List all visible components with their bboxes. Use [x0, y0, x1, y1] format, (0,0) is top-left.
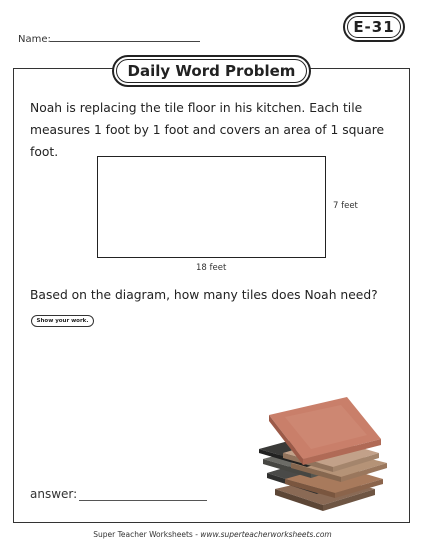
title-badge: [112, 55, 311, 87]
footer-brand: Super Teacher Worksheets -: [93, 530, 201, 539]
answer-label: answer:: [30, 487, 78, 501]
answer-line[interactable]: [79, 500, 207, 501]
question-text: Based on the diagram, how many tiles does Noah need?: [30, 288, 378, 302]
footer-url[interactable]: www.superteacherworksheets.com: [200, 530, 332, 539]
problem-text: Noah is replacing the tile floor in his kitchen. Each tile measures 1 foot by 1 foot and covers an area of 1 square foot.: [30, 101, 385, 159]
name-line[interactable]: [50, 41, 200, 42]
side-dimension-label: 7 feet: [333, 201, 358, 211]
worksheet-code-badge: [343, 12, 405, 42]
name-label: Name:: [18, 34, 51, 45]
floor-diagram: [97, 156, 326, 258]
worksheet-title: Daily Word Problem: [127, 62, 296, 80]
worksheet-code: E-31: [353, 18, 395, 36]
show-work-badge: Show your work.: [31, 315, 94, 327]
tiles-stack-image: [255, 393, 395, 518]
footer: [0, 530, 425, 539]
bottom-dimension-label: 18 feet: [196, 263, 227, 273]
